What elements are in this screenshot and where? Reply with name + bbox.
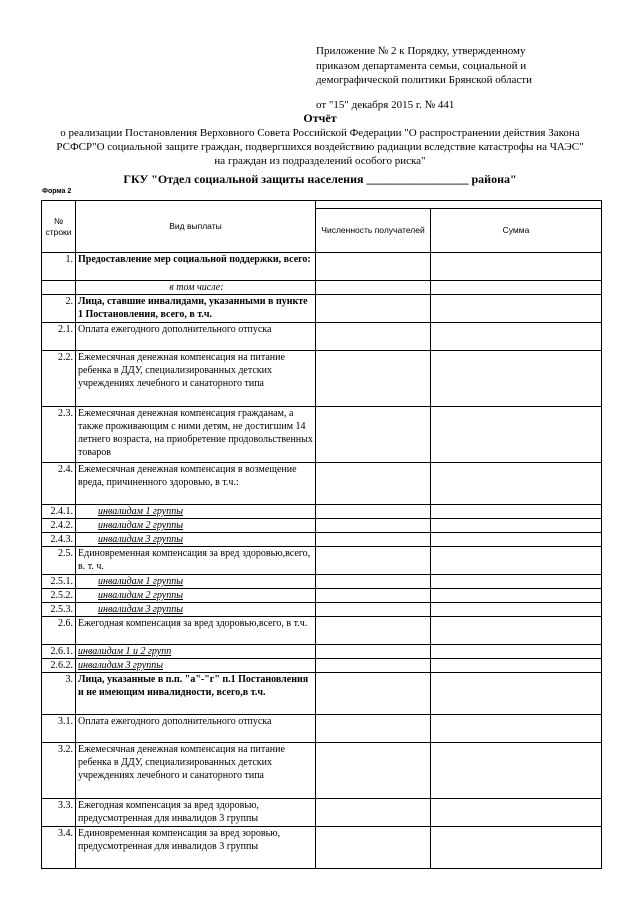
- row-number: [42, 281, 76, 295]
- row-number: 1.: [42, 253, 76, 281]
- count-cell[interactable]: [316, 519, 431, 533]
- sum-cell[interactable]: [431, 281, 602, 295]
- row-number: 2.5.3.: [42, 603, 76, 617]
- table-row: [42, 799, 602, 827]
- row-name: Ежемесячная денежная компенсация на питание ребенка в ДДУ, специализированных детских учреждениях лечебного и санаторного типа: [76, 743, 316, 799]
- appendix-block: [316, 44, 616, 88]
- table-row: [42, 645, 602, 659]
- subtitle-line: о реализации Постановления Верховного Совета Российской Федерации "О распространении действия Закона: [60, 127, 580, 139]
- table-row: [42, 351, 602, 407]
- sum-cell[interactable]: [431, 659, 602, 673]
- report-subtitle: [20, 126, 620, 168]
- sum-cell[interactable]: [431, 617, 602, 645]
- sum-cell[interactable]: [431, 533, 602, 547]
- table-row: [42, 659, 602, 673]
- count-cell[interactable]: [316, 351, 431, 407]
- row-number: 3.1.: [42, 715, 76, 743]
- row-number: 2.5.2.: [42, 589, 76, 603]
- row-number: 3.4.: [42, 827, 76, 869]
- table-row: [42, 407, 602, 463]
- row-name: инвалидам 3 группы: [76, 533, 316, 547]
- row-name: в том числе:: [76, 281, 316, 295]
- row-number: 2.6.: [42, 617, 76, 645]
- sum-cell[interactable]: [431, 743, 602, 799]
- row-name: Лица, ставшие инвалидами, указанными в пункте 1 Постановления, всего, в т.ч.: [76, 295, 316, 323]
- row-name: инвалидам 3 группы: [76, 603, 316, 617]
- count-cell[interactable]: [316, 589, 431, 603]
- count-cell[interactable]: [316, 505, 431, 519]
- table-row: [42, 323, 602, 351]
- subtitle-line: на граждан из подразделений особого риска": [214, 155, 426, 167]
- header-num: № строки: [42, 201, 76, 253]
- count-cell[interactable]: [316, 323, 431, 351]
- count-cell[interactable]: [316, 575, 431, 589]
- sum-cell[interactable]: [431, 295, 602, 323]
- row-number: 2.4.: [42, 463, 76, 505]
- table-row: [42, 589, 602, 603]
- sum-cell[interactable]: [431, 603, 602, 617]
- row-name: инвалидам 2 группы: [76, 519, 316, 533]
- header-name: Вид выплаты: [76, 201, 316, 253]
- table-row: [42, 281, 602, 295]
- count-cell[interactable]: [316, 659, 431, 673]
- table-body: [42, 253, 602, 869]
- row-number: 2.6.2.: [42, 659, 76, 673]
- table-row: [42, 547, 602, 575]
- row-number: 2.5.1.: [42, 575, 76, 589]
- appendix-line: Приложение № 2 к Порядку, утвержденному: [316, 45, 526, 57]
- sum-cell[interactable]: [431, 463, 602, 505]
- count-cell[interactable]: [316, 463, 431, 505]
- table-row: [42, 295, 602, 323]
- row-name: Ежемесячная денежная компенсация гражданам, а также проживающим с ними детям, не достигшим 14 летнего возраста, на приобретение продовольственных товаров: [76, 407, 316, 463]
- row-name: инвалидам 3 группы: [76, 659, 316, 673]
- sum-cell[interactable]: [431, 827, 602, 869]
- table-row: [42, 673, 602, 715]
- row-number: 2.3.: [42, 407, 76, 463]
- row-number: 3.3.: [42, 799, 76, 827]
- sum-cell[interactable]: [431, 519, 602, 533]
- sum-cell[interactable]: [431, 645, 602, 659]
- sum-cell[interactable]: [431, 589, 602, 603]
- appendix-line: демографической политики Брянской области: [316, 74, 532, 86]
- table-row: [42, 533, 602, 547]
- sum-cell[interactable]: [431, 505, 602, 519]
- subtitle-line: РСФСР"О социальной защите граждан, подвергшихся воздействию радиации вследствие катастрофы на ЧАЭС": [56, 141, 584, 153]
- row-name: Ежегодная компенсация за вред здоровью, предусмотренная для инвалидов 3 группы: [76, 799, 316, 827]
- sum-cell[interactable]: [431, 253, 602, 281]
- sum-cell[interactable]: [431, 715, 602, 743]
- count-cell[interactable]: [316, 645, 431, 659]
- row-name: Предоставление мер социальной поддержки, всего:: [76, 253, 316, 281]
- count-cell[interactable]: [316, 827, 431, 869]
- table-row: [42, 743, 602, 799]
- table-row: [42, 603, 602, 617]
- row-name: Единовременная компенсация за вред здоровью,всего, в. т. ч.: [76, 547, 316, 575]
- table-row: [42, 575, 602, 589]
- row-number: 2.4.2.: [42, 519, 76, 533]
- row-number: 2.4.3.: [42, 533, 76, 547]
- form-label: Форма 2: [42, 188, 72, 195]
- row-number: 2.2.: [42, 351, 76, 407]
- row-number: 2.5.: [42, 547, 76, 575]
- table-row: [42, 617, 602, 645]
- table-row: [42, 505, 602, 519]
- row-name: Ежегодная компенсация за вред здоровью,всего, в т.ч.: [76, 617, 316, 645]
- count-cell[interactable]: [316, 547, 431, 575]
- sum-cell[interactable]: [431, 351, 602, 407]
- sum-cell[interactable]: [431, 673, 602, 715]
- row-number: 2.4.1.: [42, 505, 76, 519]
- row-name: инвалидам 2 группы: [76, 589, 316, 603]
- count-cell[interactable]: [316, 799, 431, 827]
- report-table: [41, 200, 602, 869]
- row-name: Лица, указанные в п.п. "а"-"г" п.1 Постановления и не имеющим инвалидности, всего,в т.ч.: [76, 673, 316, 715]
- row-number: 3.: [42, 673, 76, 715]
- sum-cell[interactable]: [431, 799, 602, 827]
- sum-cell[interactable]: [431, 323, 602, 351]
- institution-heading: ГКУ "Отдел социальной защиты населения _________________ района": [123, 172, 517, 186]
- row-number: 2.: [42, 295, 76, 323]
- table-row: [42, 827, 602, 869]
- row-number: 3.2.: [42, 743, 76, 799]
- count-cell[interactable]: [316, 533, 431, 547]
- table-row: [42, 519, 602, 533]
- header-sum: Сумма: [431, 209, 602, 253]
- count-cell[interactable]: [316, 253, 431, 281]
- count-cell[interactable]: [316, 617, 431, 645]
- row-name: инвалидам 1 и 2 групп: [76, 645, 316, 659]
- count-cell[interactable]: [316, 281, 431, 295]
- appendix-line: приказом департамента семьи, социальной и: [316, 59, 527, 72]
- sum-cell[interactable]: [431, 547, 602, 575]
- header-count: Численность получателей: [316, 209, 431, 253]
- row-name: инвалидам 1 группы: [76, 505, 316, 519]
- count-cell[interactable]: [316, 603, 431, 617]
- count-cell[interactable]: [316, 295, 431, 323]
- row-name: Оплата ежегодного дополнительного отпуска: [76, 715, 316, 743]
- table-row: [42, 253, 602, 281]
- appendix-date: от "15" декабря 2015 г. № 441: [316, 99, 455, 111]
- table-row: [42, 463, 602, 505]
- row-name: Ежемесячная денежная компенсация на питание ребенка в ДДУ, специализированных детских учреждениях лечебного и санаторного типа: [76, 351, 316, 407]
- row-name: инвалидам 1 группы: [76, 575, 316, 589]
- sum-cell[interactable]: [431, 407, 602, 463]
- header-spacer: [316, 201, 602, 209]
- report-title: Отчёт: [303, 111, 337, 125]
- count-cell[interactable]: [316, 673, 431, 715]
- row-number: 2.1.: [42, 323, 76, 351]
- table-row: [42, 715, 602, 743]
- count-cell[interactable]: [316, 743, 431, 799]
- row-name: Оплата ежегодного дополнительного отпуска: [76, 323, 316, 351]
- row-name: Единовременная компенсация за вред зоровью, предусмотренная для инвалидов 3 группы: [76, 827, 316, 869]
- row-number: 2.6.1.: [42, 645, 76, 659]
- count-cell[interactable]: [316, 407, 431, 463]
- sum-cell[interactable]: [431, 575, 602, 589]
- header-spacer-row: [42, 201, 602, 209]
- row-name: Ежемесячная денежная компенсация в возмещение вреда, причиненного здоровью, в т.ч.:: [76, 463, 316, 505]
- count-cell[interactable]: [316, 715, 431, 743]
